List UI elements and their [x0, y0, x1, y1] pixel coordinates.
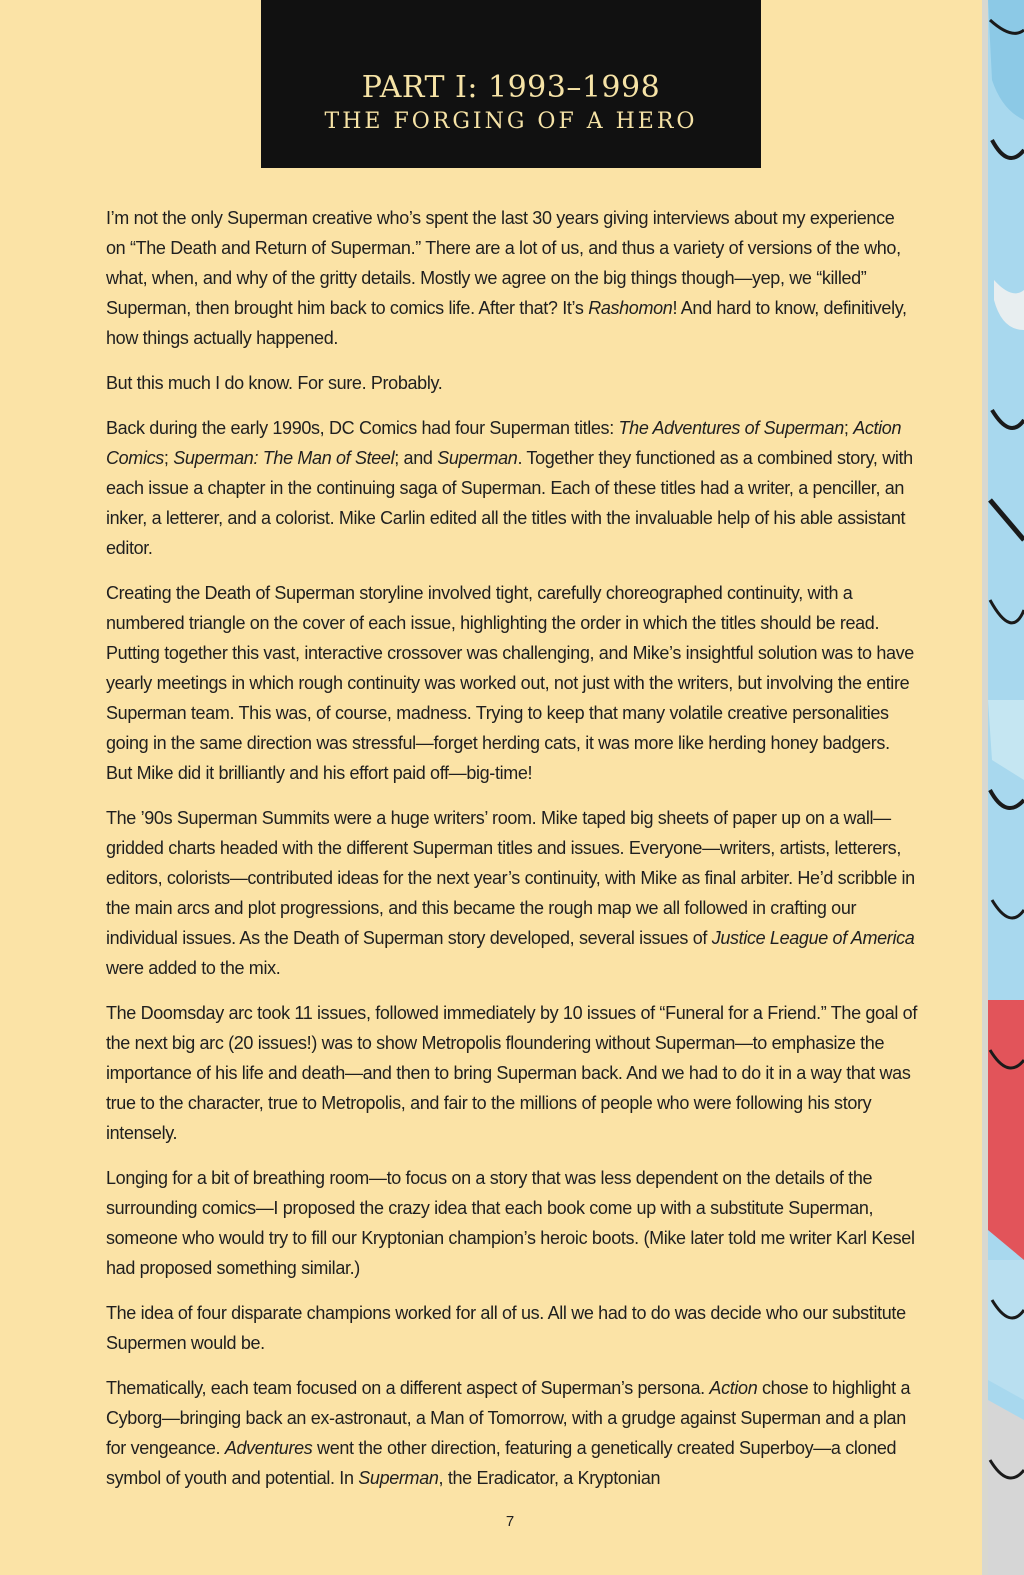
paragraph-1: I’m not the only Superman creative who’s spent the last 30 years giving interviews about my experience on “The Death and Return of Superman.” There are a lot of us, and thus a variety of versions of the who, what, when, and why of the gritty details. Mostly we agree on the big things though—yep, we “killed” Superman, then brought him back to comics life. After that? It’s Rashomon! And hard to know, definitively, how things actually happened. [106, 208, 907, 348]
paragraph-5: The ’90s Superman Summits were a huge writers’ room. Mike taped big sheets of paper up on a wall—gridded charts headed with the different Superman titles and issues. Everyone—writers, artists, letterers, editors, colorists—contributed ideas for the next year’s continuity, with Mike as final arbiter. He’d scribble in the main arcs and plot progressions, and this became the rough map we all followed in crafting our individual issues. As the Death of Superman story developed, several issues of Justice League of America were added to the mix. [106, 808, 915, 978]
comic-art-strip [982, 0, 1024, 1575]
paragraph-7: Longing for a bit of breathing room—to focus on a story that was less dependent on the details of the surrounding comics—I proposed the crazy idea that each book come up with a substitute Superman, someone who would try to fill our Kryptonian champion’s heroic boots. (Mike later told me writer Karl Kesel had proposed something similar.) [106, 1168, 915, 1278]
paragraph-4: Creating the Death of Superman storyline involved tight, carefully choreographed continuity, with a numbered triangle on the cover of each issue, highlighting the order in which the titles should be read. Putting together this vast, interactive crossover was challenging, and Mike’s insightful solution was to have yearly meetings in which rough continuity was worked out, not just with the writers, but involving the entire Superman team. This was, of course, madness. Trying to keep that many volatile creative personalities going in the same direction was stressful—forget herding cats, it was more like herding honey badgers. But Mike did it brilliantly and his effort paid off—big-time! [106, 583, 914, 783]
chapter-subtitle: THE FORGING OF A HERO [324, 109, 698, 134]
paragraph-6: The Doomsday arc took 11 issues, followed immediately by 10 issues of “Funeral for a Friend.” The goal of the next big arc (20 issues!) was to show Metropolis floundering without Superman—to emphasize the importance of his life and death—and then to bring Superman back. And we had to do it in a way that was true to the character, true to Metropolis, and fair to the millions of people who were following his story intensely. [106, 1003, 917, 1143]
chapter-title: PART I: 1993–1998 [361, 70, 661, 105]
comic-art-illustration [982, 0, 1024, 1575]
chapter-header [261, 0, 761, 168]
paragraph-9: Thematically, each team focused on a different aspect of Superman’s persona. Action chose to highlight a Cyborg—bringing back an ex-astronaut, a Man of Tomorrow, with a grudge against Superman and a plan for vengeance. Adventures went the other direction, featuring a genetically created Superboy—a cloned symbol of youth and potential. In Superman, the Eradicator, a Kryptonian [106, 1378, 911, 1488]
paragraph-2: But this much I do know. For sure. Probably. [106, 373, 443, 393]
paragraph-3: Back during the early 1990s, DC Comics had four Superman titles: The Adventures of Superman; Action Comics; Superman: The Man of Steel; and Superman. Together they functioned as a combined story, with each issue a chapter in the continuing saga of Superman. Each of these titles had a writer, a penciller, an inker, a letterer, and a colorist. Mike Carlin edited all the titles with the invaluable help of his able assistant editor. [106, 418, 913, 558]
body-text [106, 203, 918, 1508]
page-number: 7 [505, 1513, 515, 1530]
paragraph-8: The idea of four disparate champions worked for all of us. All we had to do was decide who our substitute Supermen would be. [106, 1303, 906, 1353]
